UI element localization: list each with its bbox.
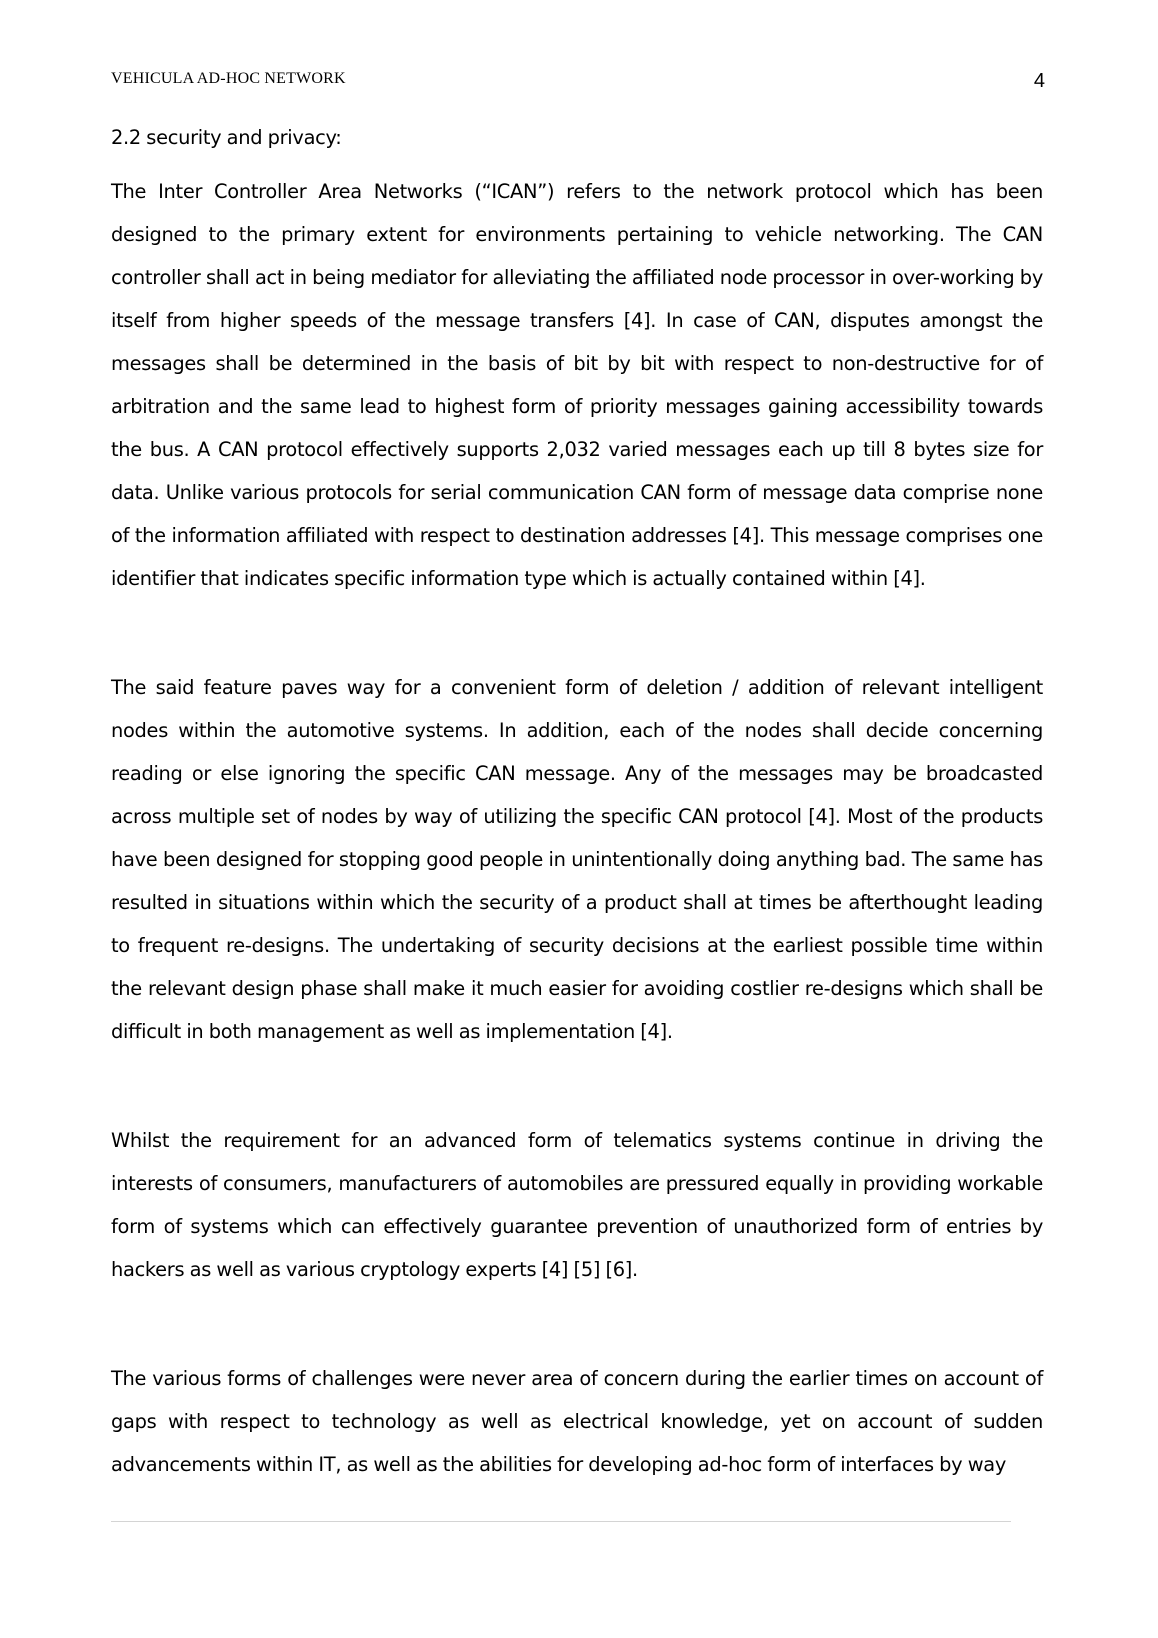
paragraph-ican-protocol: The Inter Controller Area Networks (“ICAN”) refers to the network protocol which has been designed to the primary extent for environments pertaining to vehicle networking. The CAN controller shall act in being mediator for alleviating the affiliated node processor in over-working by itself from higher speeds of the message transfers [4]. In case of CAN, disputes amongst the messages shall be determined in the basis of bit by bit with respect to non-destructive for of arbitration and the same lead to highest form of priority messages gaining accessibility towards the bus. A CAN protocol effectively supports 2,032 varied messages each up till 8 bytes size for data. Unlike various protocols for serial communication CAN form of message data comprise none of the information affiliated with respect to destination addresses [4]. This message comprises one identifier that indicates specific information type which is actually contained within [4]. — [111, 180, 1043, 590]
footer-divider — [111, 1521, 1011, 1522]
page-number: 4 — [1033, 70, 1045, 92]
paragraph-telematics: Whilst the requirement for an advanced form of telematics systems continue in driving the interests of consumers, manufacturers of automobiles are pressured equally in providing workable form of systems which can effectively guarantee prevention of unauthorized form of entries by hackers as well as various cryptology experts [4] [5] [6]. — [111, 1129, 1043, 1281]
section-heading: 2.2 security and privacy: — [111, 126, 342, 149]
paragraph-challenges: The various forms of challenges were never area of concern during the earlier times on account of gaps with respect to technology as well as electrical knowledge, yet on account of sudden advancements within IT, as well as the abilities for developing ad-hoc form of interfaces by way — [111, 1367, 1043, 1476]
running-header-title: VEHICULA AD-HOC NETWORK — [111, 70, 346, 87]
paragraph-node-features: The said feature paves way for a convenient form of deletion / addition of relevant intelligent nodes within the automotive systems. In addition, each of the nodes shall decide concerning reading or else ignoring the specific CAN message. Any of the messages may be broadcasted across multiple set of nodes by way of utilizing the specific CAN protocol [4]. Most of the products have been designed for stopping good people in unintentionally doing anything bad. The same has resulted in situations within which the security of a product shall at times be afterthought leading to frequent re-designs. The undertaking of security decisions at the earliest possible time within the relevant design phase shall make it much easier for avoiding costlier re-designs which shall be difficult in both management as well as implementation [4]. — [111, 676, 1043, 1043]
body-content — [111, 116, 1043, 1486]
